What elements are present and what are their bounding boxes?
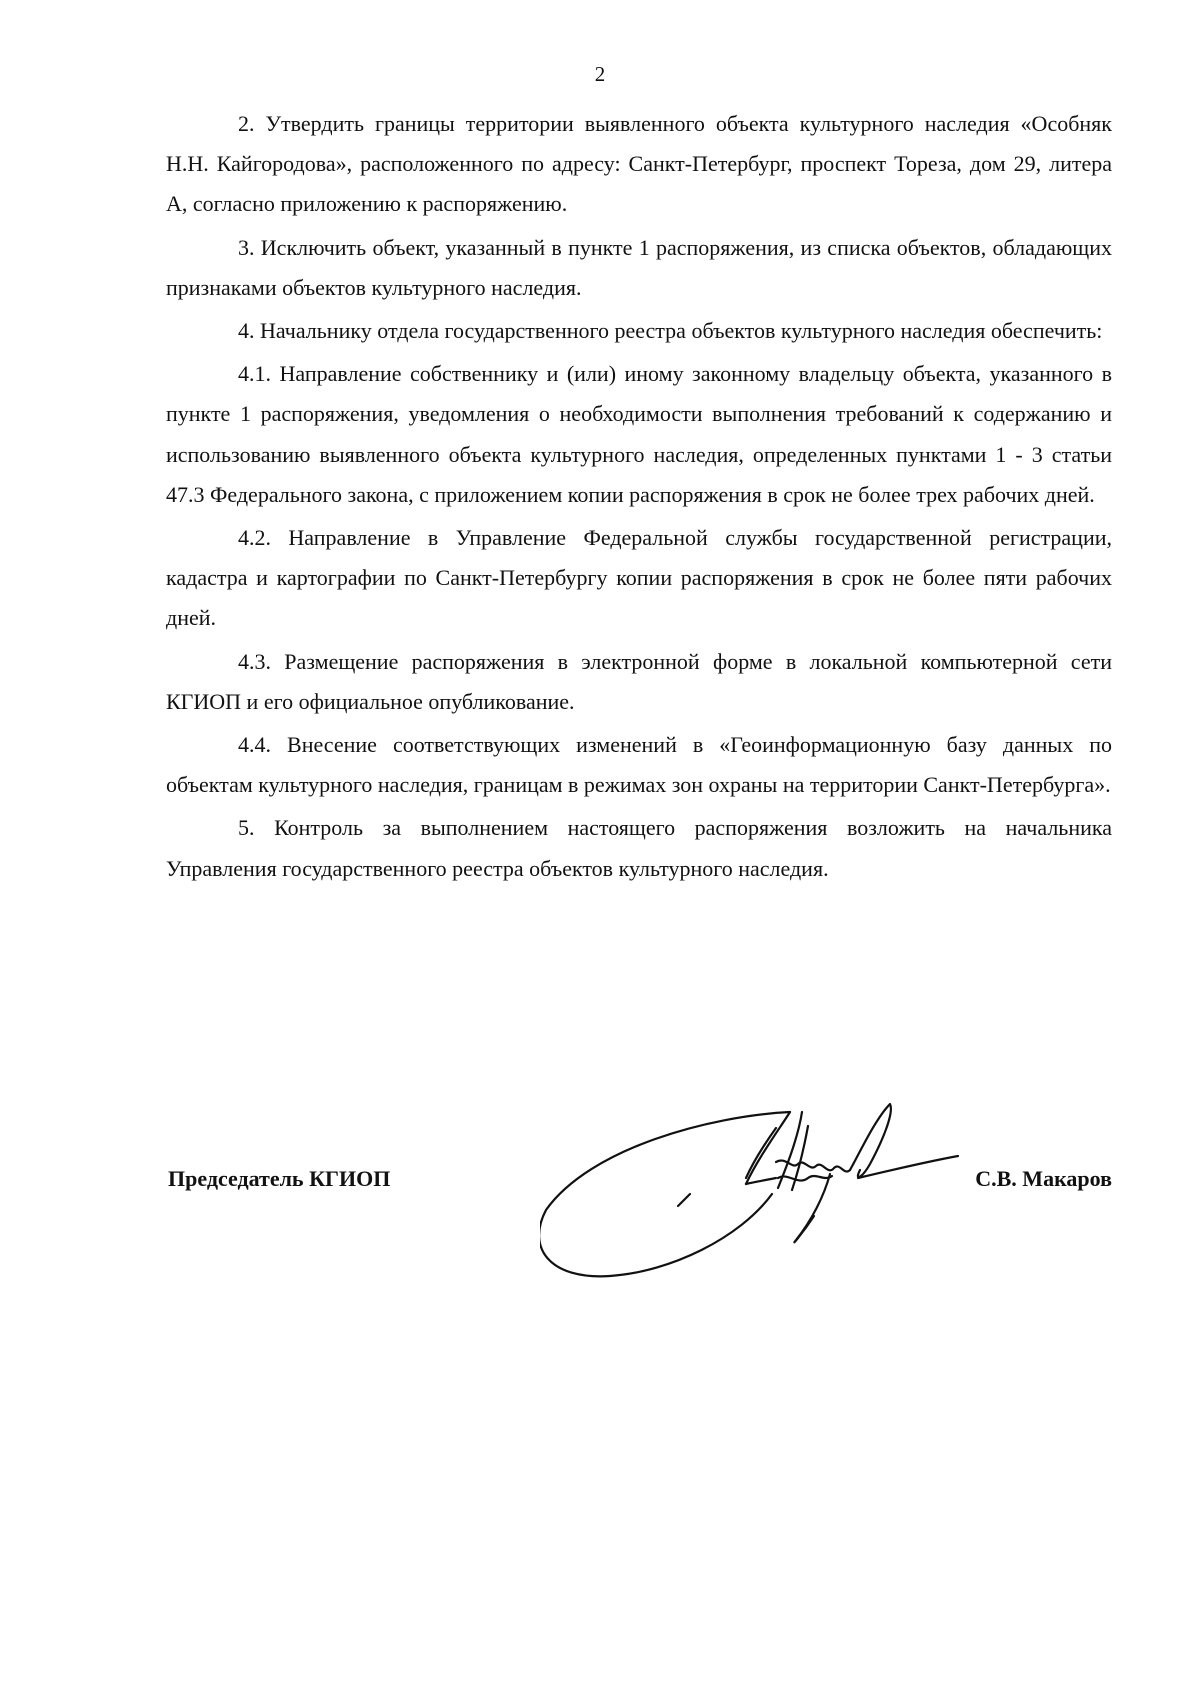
signatory-title: Председатель КГИОП — [168, 1166, 391, 1191]
paragraph-3: 3. Исключить объект, указанный в пункте 1 распоряжения, из списка объектов, обладающих признаками объектов культурного наследия. — [166, 234, 1112, 300]
handwritten-signature — [540, 1098, 960, 1288]
signatory-name: С.В. Макаров — [975, 1166, 1112, 1191]
page-number: 2 — [594, 62, 606, 86]
paragraph-2: 2. Утвердить границы территории выявленного объекта культурного наследия «Особняк Н.Н. Кайгородова», расположенного по адресу: Санкт-Петербург, проспект Тореза, дом 29, литера А, согласно приложению к распоряжению. — [166, 111, 1112, 217]
paragraph-4-4: 4.4. Внесение соответствующих изменений в «Геоинформационную базу данных по объектам культурного наследия, границам в режимах зон охраны на территории Санкт-Петербурга». — [166, 732, 1112, 798]
paragraph-4-1: 4.1. Направление собственнику и (или) иному законному владельцу объекта, указанного в пункте 1 распоряжения, уведомления о необходимости выполнения требований к содержанию и использованию выявленного объекта культурного наследия, определенных пунктами 1 - 3 статьи 47.3 Федерального закона, с приложением копии распоряжения в срок не более трех рабочих дней. — [166, 361, 1112, 507]
paragraph-4: 4. Начальнику отдела государственного реестра объектов культурного наследия обеспечить: — [238, 318, 1103, 344]
paragraph-4-3: 4.3. Размещение распоряжения в электронной форме в локальной компьютерной сети КГИОП и его официальное опубликование. — [166, 648, 1112, 714]
paragraph-4-2: 4.2. Направление в Управление Федеральной службы государственной регистрации, кадастра и картографии по Санкт-Петербургу копии распоряжения в срок не более пяти рабочих дней. — [166, 525, 1112, 631]
paragraph-5: 5. Контроль за выполнением настоящего распоряжения возложить на начальника Управления государственного реестра объектов культурного наследия. — [166, 815, 1112, 881]
